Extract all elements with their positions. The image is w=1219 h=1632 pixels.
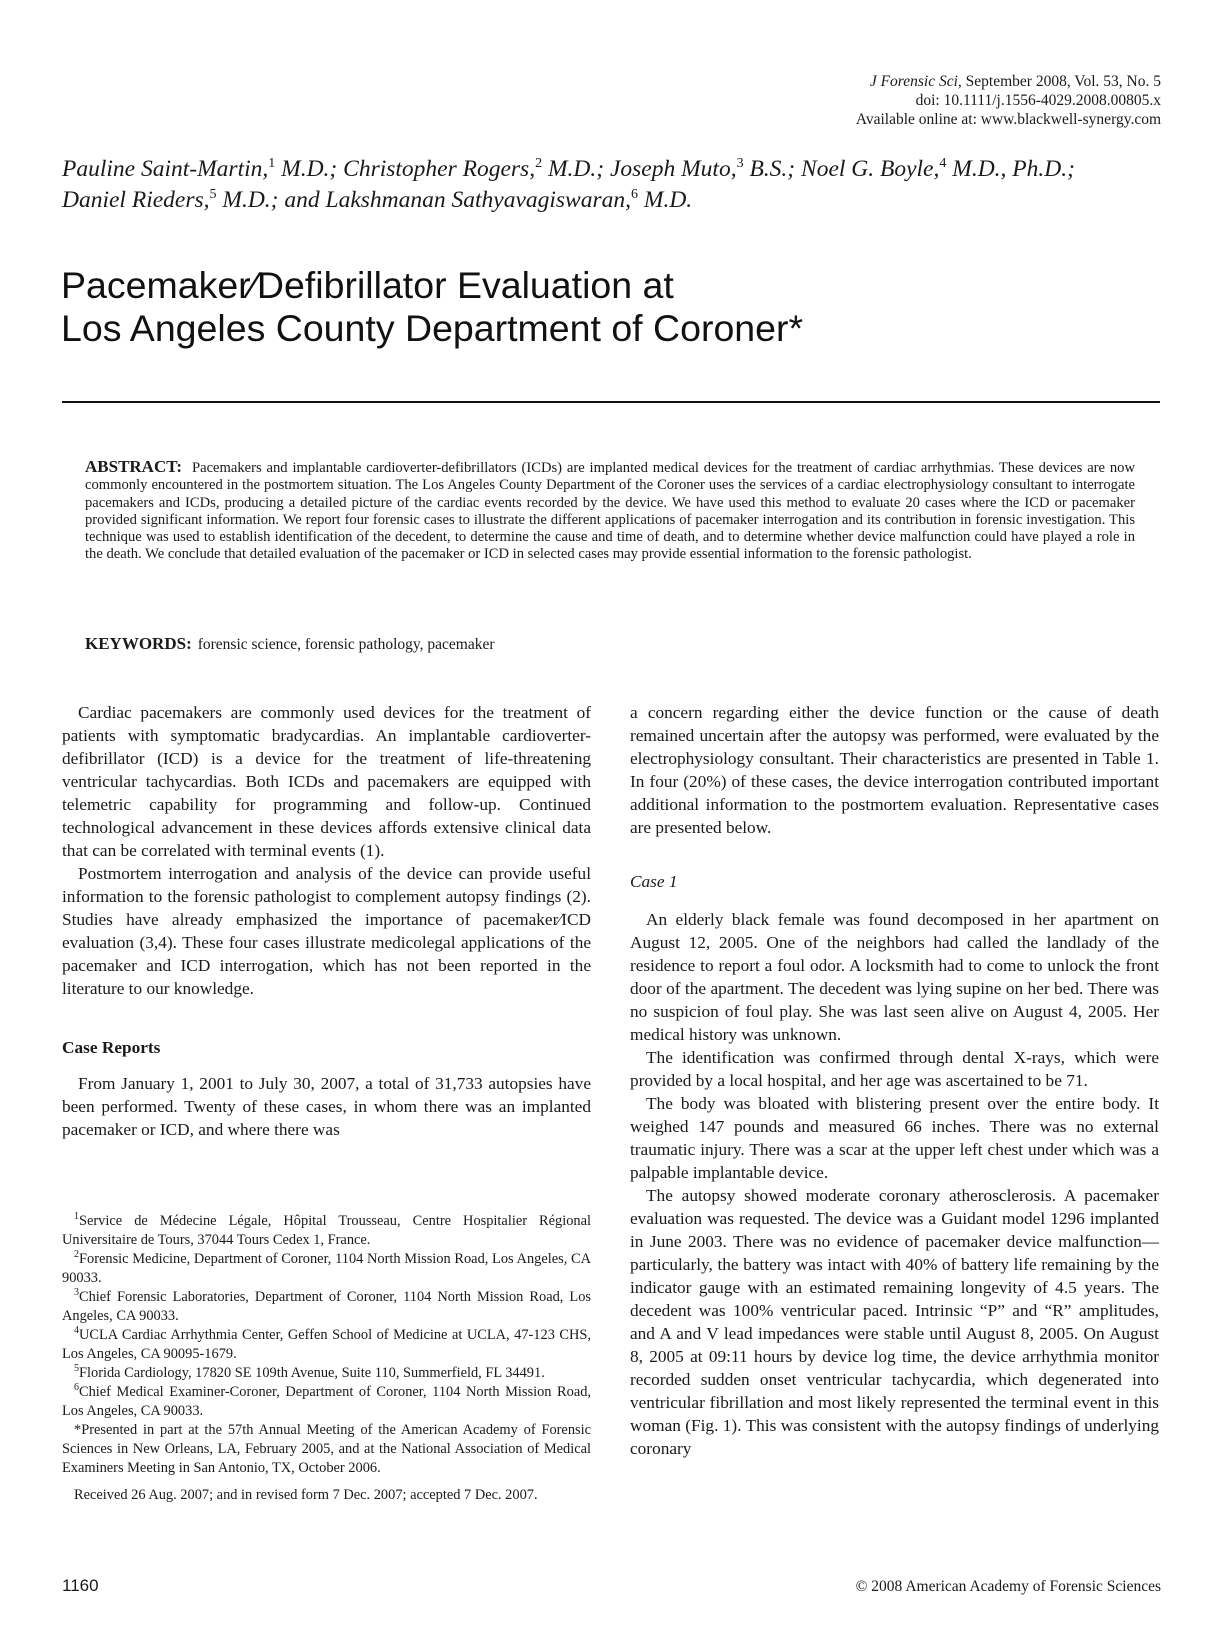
journal-issue: September 2008, Vol. 53, No. 5 [961,73,1161,90]
author-name: Christopher Rogers, [343,156,536,182]
footnote-number: 6 [74,1382,79,1394]
author-degree: M.D. [638,187,693,213]
page-number: 1160 [62,1576,99,1595]
abstract-text: Pacemakers and implantable cardioverter-defibrillators (ICDs) are implanted medical devices for the treatment of cardiac arrhythmias. These devices are now commonly encountered in the postmortem situation. The Los Angeles County Department of the Coroner uses the services of a cardiac electrophysiology consultant to interrogate pacemakers and ICDs, producing a detailed picture of the cardiac events recorded by the device. We have used this method to evaluate 20 cases where the ICD or pacemaker provided significant information. We report four forensic cases to illustrate the different applications of pacemaker interrogation and its contribution in forensic investigation. This technique was used to establish identification of the decedent, to determine the cause and time of death, and to determine whether device malfunction could have played a role in the death. We conclude that detailed evaluation of the pacemaker or ICD in selected cases may provide essential information to the forensic pathologist. [85,460,1135,563]
footnote [62,1288,591,1326]
keywords-label: KEYWORDS: [85,634,192,653]
author-degree: B.S.; [743,156,802,182]
author-list [62,154,1162,216]
footnote-text: Forensic Medicine, Department of Coroner, 1104 North Mission Road, Los Angeles, CA 90033. [62,1251,591,1286]
title-line-2: Los Angeles County Department of Coroner* [61,307,804,349]
author-affiliation-number: 4 [939,156,947,172]
footnote [62,1383,591,1421]
footnote [62,1250,591,1288]
body-paragraph: Postmortem interrogation and analysis of the device can provide useful information to the forensic pathologist to complement autopsy findings (2). Studies have already emphasized the importance of pacemaker∕ICD evaluation (3,4). These four cases illustrate medicolegal applications of the pacemaker and ICD interrogation, which has not been reported in the literature to our knowledge. [62,864,591,998]
author-name: Noel G. Boyle, [801,156,940,182]
author-affiliation-number: 2 [535,156,543,172]
body-paragraph: The autopsy showed moderate coronary atherosclerosis. A pacemaker evaluation was requested. The device was a Guidant model 1296 implanted in June 2003. There was no evidence of pacemaker device malfunction—particularly, the battery was intact with 40% of battery life remaining by the indicator gauge with an estimated remaining longevity of 4.5 years. The decedent was 100% ventricular paced. Intrinsic “P” and “R” amplitudes, and A and V lead impedances were stable until August 8, 2005. On August 8, 2005 at 09:11 hours by device log time, the device arrhythmia monitor recorded sudden onset ventricular tachycardia, which degenerated into ventricular fibrillation and most likely represented the terminal event in this woman (Fig. 1). This was consistent with the autopsy findings of underlying coronary [630,1186,1159,1458]
author-degree: M.D.; and [216,187,326,213]
title-divider [62,401,1160,403]
footnote-text: UCLA Cardiac Arrhythmia Center, Geffen School of Medicine at UCLA, 47-123 CHS, Los Angeles, CA 90095-1679. [62,1327,591,1362]
abstract [85,458,1135,564]
footnote-text: Chief Medical Examiner-Coroner, Department of Coroner, 1104 North Mission Road, Los Angeles, CA 90033. [62,1384,591,1419]
availability-line: Available online at: www.blackwell-synergy.com [855,111,1161,128]
author-name: Joseph Muto, [609,156,737,182]
footnote-number: 1 [74,1211,79,1223]
author-affiliation-number: 6 [631,187,638,203]
keywords-text: forensic science, forensic pathology, pacemaker [197,636,495,653]
left-column [62,701,591,1141]
author-affiliation-number: 5 [209,187,217,203]
footnote [62,1326,591,1364]
body-paragraph: The identification was confirmed through dental X-rays, which were provided by a local hospital, and her age was ascertained to be 71. [630,1048,1159,1090]
footnote-text: Service de Médecine Légale, Hôpital Trousseau, Centre Hospitalier Régional Universitaire de Tours, 37044 Tours Cedex 1, France. [62,1213,591,1248]
footnotes [62,1212,591,1505]
footnote-number: 2 [74,1249,79,1261]
title-line-1: Pacemaker∕Defibrillator Evaluation at [61,264,674,306]
article-title [61,264,1161,350]
copyright: © 2008 American Academy of Forensic Sciences [855,1578,1161,1595]
author-degree: M.D.; [542,156,610,182]
body-paragraph: An elderly black female was found decomposed in her apartment on August 12, 2005. One of the neighbors had called the landlady of the residence to report a foul odor. A locksmith had to come to unlock the front door of the apartment. The decedent was lying supine on her bed. There was no suspicion of foul play. She was last seen alive on August 4, 2005. Her medical history was unknown. [630,910,1159,1044]
footnote-number: 4 [74,1325,79,1337]
author-name: Pauline Saint-Martin, [62,156,269,182]
keywords [85,634,1135,654]
case-heading: Case 1 [630,872,678,891]
footnote-text: Chief Forensic Laboratories, Department of Coroner, 1104 North Mission Road, Los Angeles, CA 90033. [62,1289,591,1324]
author-name: Lakshmanan Sathyavagiswaran, [325,187,631,213]
body-paragraph: Cardiac pacemakers are commonly used devices for the treatment of patients with symptomatic bradycardias. An implantable cardioverter-defibrillator (ICD) is a device for the treatment of life-threatening ventricular tachycardias. Both ICDs and pacemakers are equipped with telemetric capability for programming and follow-up. Continued technological advancement in these devices affords extensive clinical data that can be correlated with terminal events (1). [62,703,591,860]
journal-name: J Forensic Sci, [869,73,962,90]
abstract-label: ABSTRACT: [85,457,182,476]
journal-header [856,72,1161,129]
footnote-number: 5 [74,1363,79,1375]
author-degree: M.D.; [275,156,344,182]
body-paragraph: From January 1, 2001 to July 30, 2007, a total of 31,733 autopsies have been performed. Twenty of these cases, in whom there was an implanted pacemaker or ICD, and where there was [62,1074,591,1139]
right-column [630,701,1159,1460]
author-degree: M.D., Ph.D.; [946,156,1075,182]
author-affiliation-number: 3 [736,156,744,172]
body-paragraph: a concern regarding either the device function or the cause of death remained uncertain after the autopsy was performed, were evaluated by the electrophysiology consultant. Their characteristics are presented in Table 1. In four (20%) of these cases, the device interrogation contributed important additional information to the postmortem evaluation. Representative cases are presented below. [630,703,1159,837]
section-heading: Case Reports [62,1038,161,1057]
author-affiliation-number: 1 [268,156,276,172]
presentation-note: *Presented in part at the 57th Annual Meeting of the American Academy of Forensic Sciences in New Orleans, LA, February 2005, and at the National Association of Medical Examiners Meeting in San Antonio, TX, October 2006. [62,1422,591,1476]
footnote [62,1212,591,1250]
footnote-text: Florida Cardiology, 17820 SE 109th Avenue, Suite 110, Summerfield, FL 34491. [79,1365,545,1381]
footnote [62,1364,591,1383]
body-paragraph: The body was bloated with blistering present over the entire body. It weighed 147 pounds and measured 66 inches. There was no external traumatic injury. There was a scar at the upper left chest under which was a palpable implantable device. [630,1094,1159,1182]
author-name: Daniel Rieders, [62,187,210,213]
doi: doi: 10.1111/j.1556-4029.2008.00805.x [915,92,1161,109]
received-note: Received 26 Aug. 2007; and in revised form 7 Dec. 2007; accepted 7 Dec. 2007. [74,1487,538,1503]
footnote-number: 3 [74,1287,79,1299]
